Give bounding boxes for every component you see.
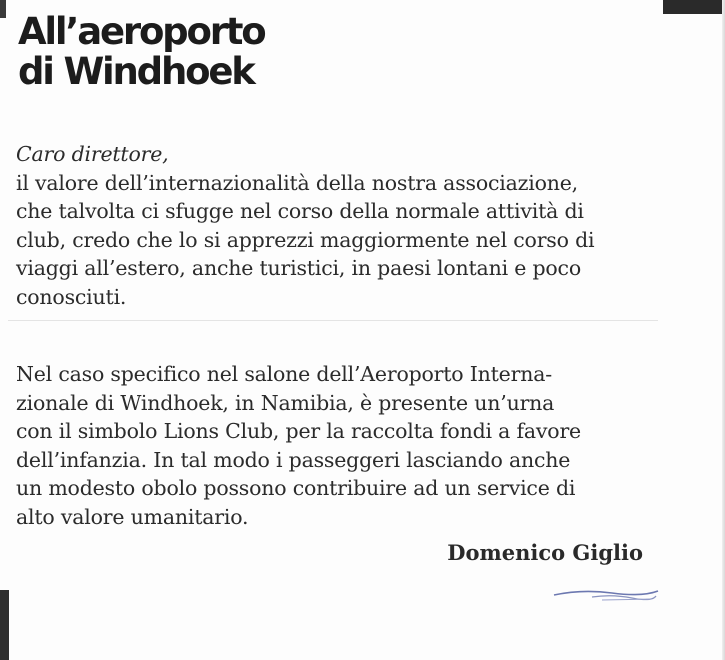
- scan-edge-left-top: [0, 0, 6, 18]
- letter-paragraph-2: [16, 360, 646, 531]
- scan-edge-top-right: [663, 0, 725, 14]
- paragraph-1-line: conosciuti.: [16, 284, 127, 309]
- headline-line-1: All’aeroporto: [18, 10, 265, 53]
- salutation: Caro direttore,: [16, 142, 169, 166]
- paragraph-2-line: zionale di Windhoek, in Namibia, è presente un’urna: [16, 390, 555, 415]
- article-headline: [18, 12, 264, 92]
- paragraph-2-line: Nel caso specifico nel salone dell’Aeroporto Interna-: [16, 362, 552, 386]
- paragraph-1-line: club, credo che lo si apprezzi maggiormente nel corso di: [16, 227, 595, 252]
- paragraph-2-line: dell’infanzia. In tal modo i passeggeri lasciando anche: [16, 447, 571, 472]
- scan-edge-left: [0, 590, 9, 660]
- faint-rule-line: [8, 320, 658, 321]
- paragraph-1-line: il valore dell’internazionalità della nostra associazione,: [16, 170, 578, 195]
- author-signature: Domenico Giglio: [447, 540, 643, 565]
- letter-paragraph-1: [16, 140, 646, 311]
- paragraph-2-line: con il simbolo Lions Club, per la raccolta fondi a favore: [16, 419, 581, 443]
- paragraph-1-line: viaggi all’estero, anche turistici, in paesi lontani e poco: [16, 256, 581, 280]
- headline-line-2: di Windhoek: [18, 50, 254, 93]
- paragraph-2-line: alto valore umanitario.: [16, 504, 249, 529]
- paragraph-2-line: un modesto obolo possono contribuire ad un service di: [16, 476, 576, 500]
- paragraph-1-line: che talvolta ci sfugge nel corso della normale attività di: [16, 199, 584, 223]
- pen-scribble-mark: [552, 585, 662, 605]
